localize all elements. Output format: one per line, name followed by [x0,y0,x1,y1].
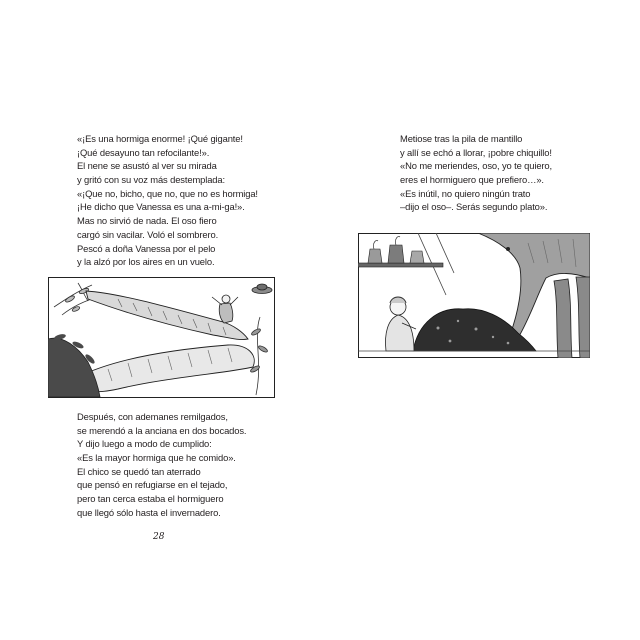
verse-line: –dijo el oso–. Serás segundo plato». [400,201,548,213]
verse-line: El nene se asustó al ver su mirada [77,160,217,172]
page-number: 28 [153,532,165,542]
verse-line: ¡Qué desayuno tan refocilante!». [77,146,210,158]
verse-line: pero tan cerca estaba el hormiguero [77,493,224,505]
verse-line: eres el hormiguero que prefiero…». [400,174,544,186]
right-page-stanza-1 [400,132,552,214]
verse-line: El chico se quedó tan aterrado [77,465,201,477]
verse-line: y allí se echó a llorar, ¡pobre chiquillo! [400,146,552,158]
verse-line: «¡Que no, bicho, que no, que no es hormiga! [77,187,258,199]
verse-line: «Es inútil, no quiero ningún trato [400,187,531,199]
verse-line: Mas no sirvió de nada. El oso fiero [77,215,217,227]
verse-line: ¡He dicho que Vanessa es una a-mi-ga!». [77,201,245,213]
verse-line: Pescó a doña Vanessa por el pelo [77,242,216,254]
verse-line: Después, con ademanes remilgados, [77,411,228,422]
verse-line: que pensó en refugiarse en el tejado, [77,479,228,491]
left-page-stanza-1 [77,132,258,269]
verse-line: Metiose tras la pila de mantillo [400,133,523,144]
verse-line: y la alzó por los aires en un vuelo. [77,256,215,268]
illustration-right [358,233,590,358]
illustration-left [48,277,275,398]
verse-line: cargó sin vacilar. Voló el sombrero. [77,228,219,240]
verse-line: que llegó sólo hasta el invernadero. [77,506,221,518]
verse-line: Y dijo luego a modo de cumplido: [77,438,212,450]
verse-line: y gritó con su voz más destemplada: [77,174,225,186]
verse-line: se merendó a la anciana en dos bocados. [77,424,247,436]
left-page-stanza-2 [77,410,246,520]
verse-line: «No me meriendes, oso, yo te quiero, [400,160,553,172]
verse-line: «Es la mayor hormiga que he comido». [77,452,236,464]
verse-line: «¡Es una hormiga enorme! ¡Qué gigante! [77,133,243,144]
